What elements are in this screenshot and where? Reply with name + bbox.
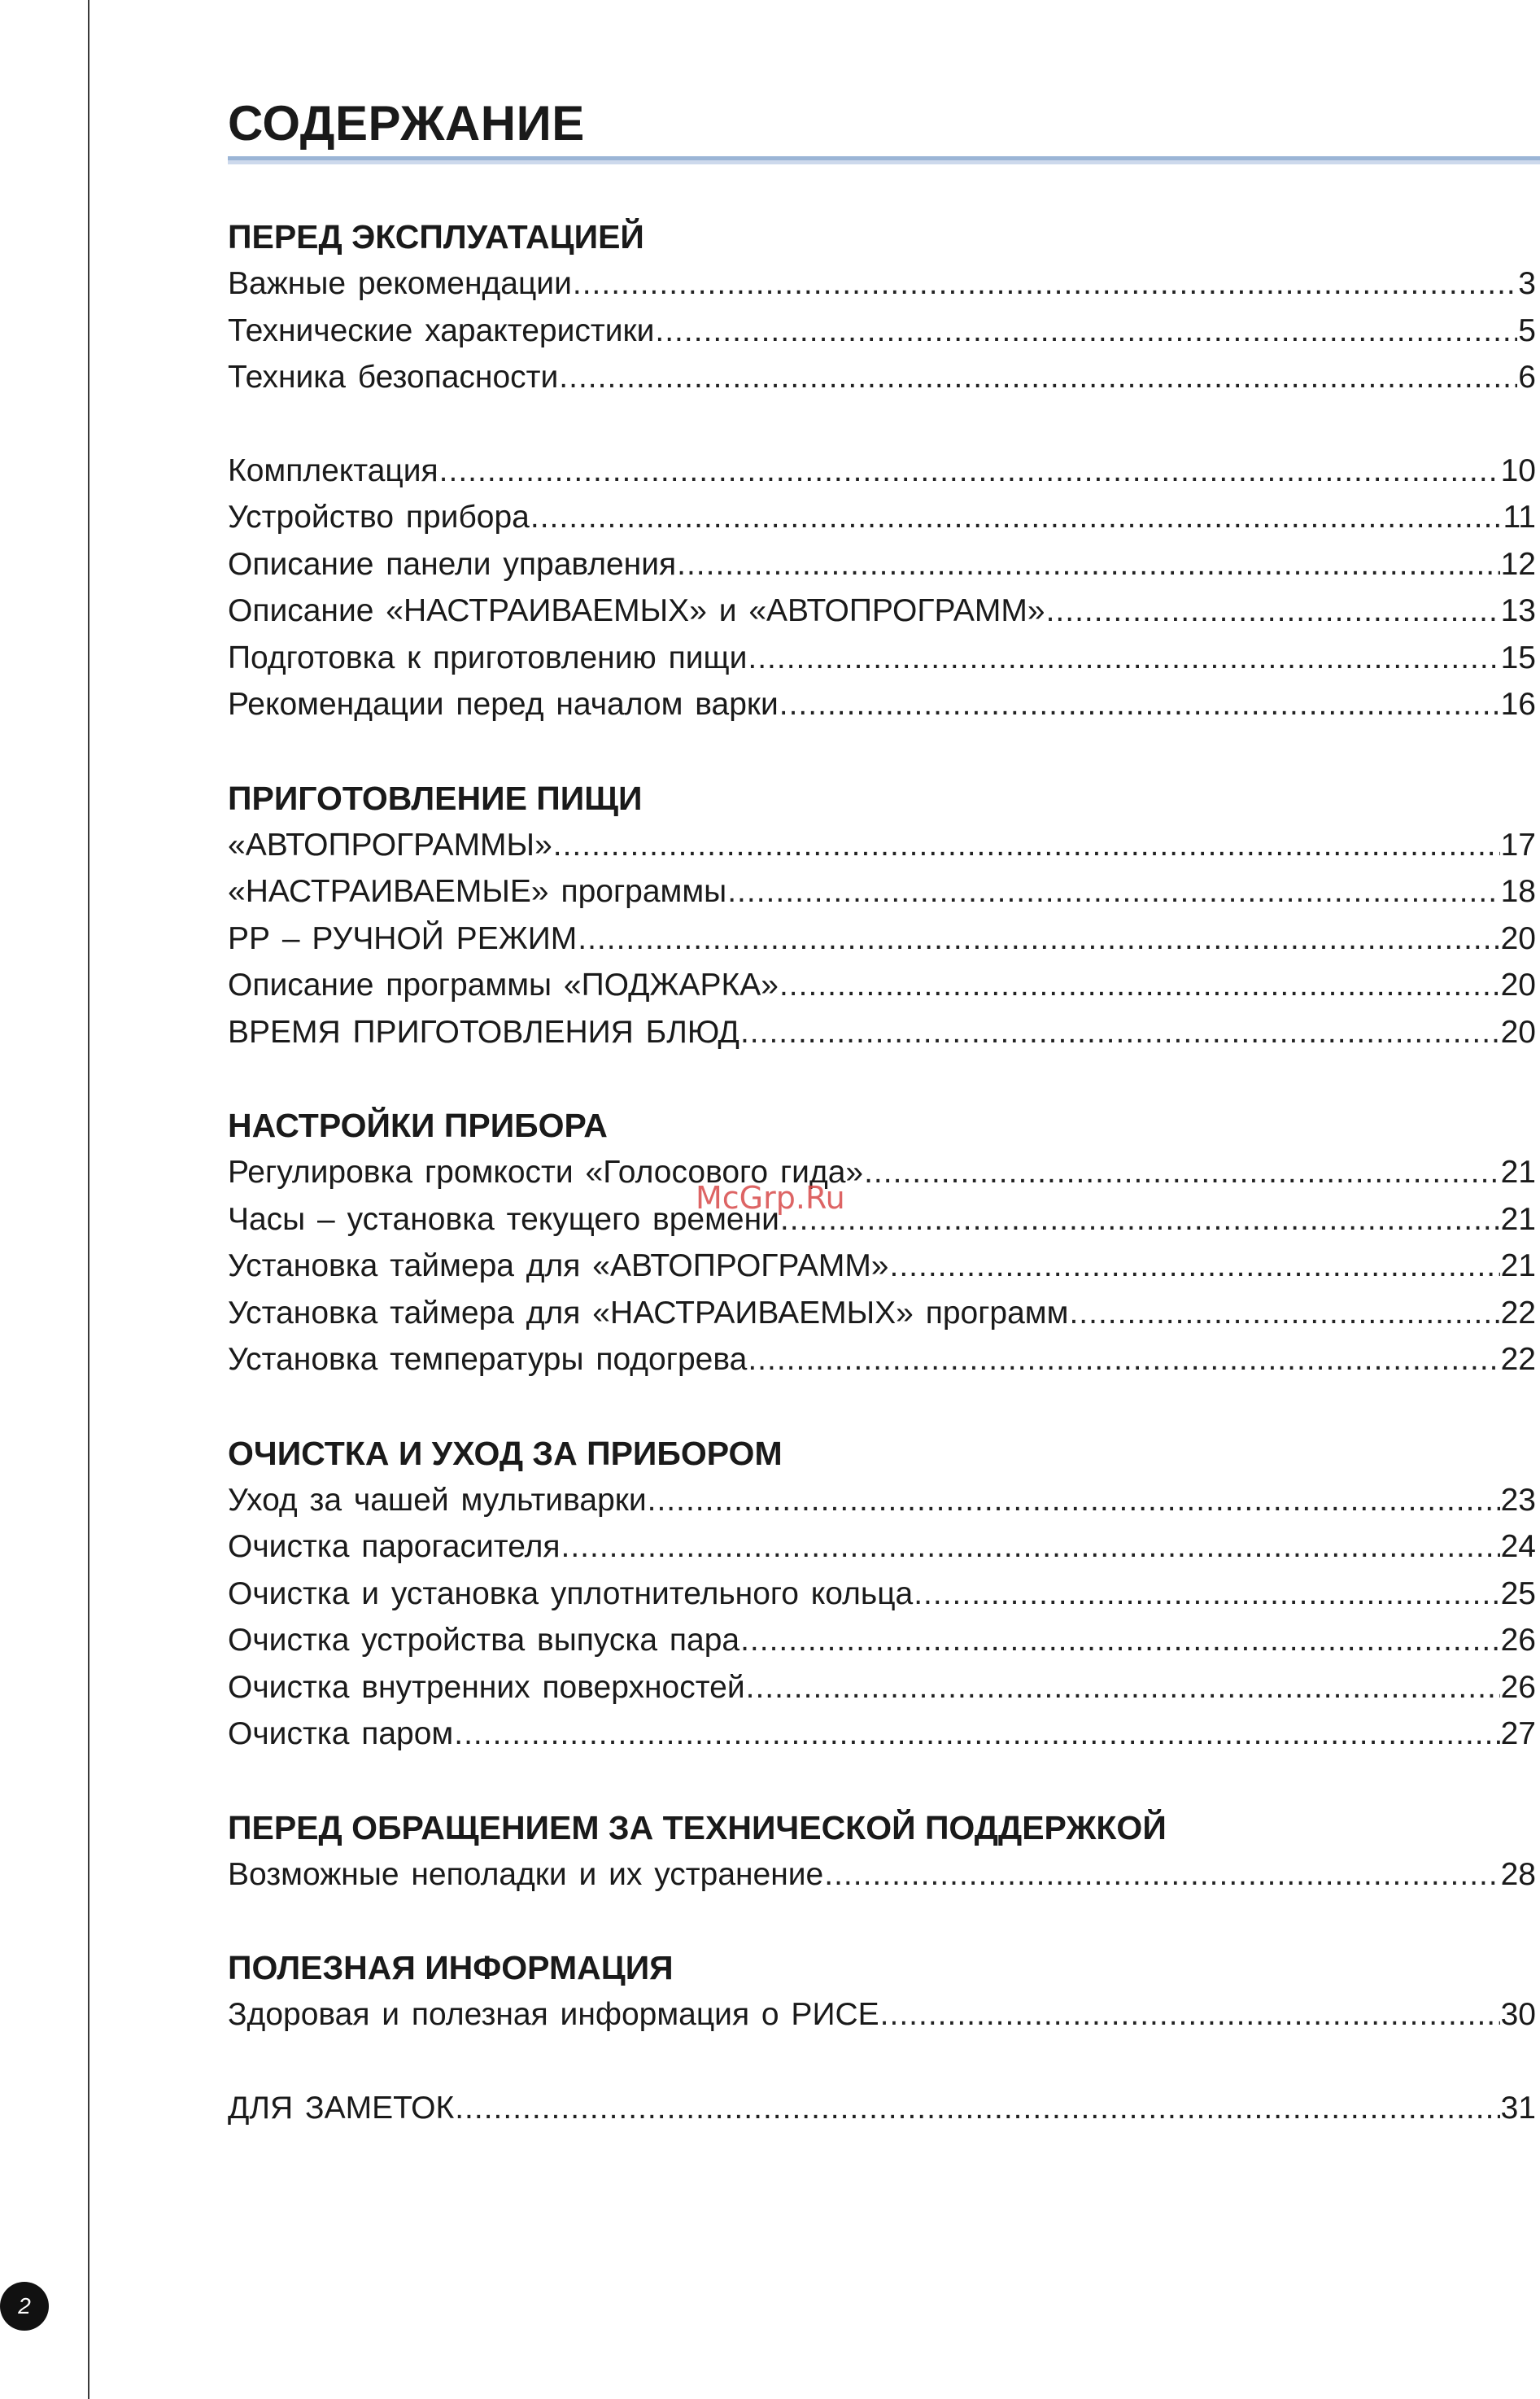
toc-section <box>228 775 1536 1056</box>
dot-leader <box>824 1851 1499 1899</box>
dot-leader <box>880 1991 1500 2038</box>
toc-entry-page: 13 <box>1500 593 1536 628</box>
toc-entry-label: Очистка паром <box>228 1716 454 1751</box>
toc-entry[interactable] <box>228 915 1536 963</box>
toc-entry-label: Описание программы «ПОДЖАРКА» <box>228 968 779 1003</box>
toc-entry-page: 25 <box>1500 1575 1536 1611</box>
section-heading: ПЕРЕД ЭКСПЛУАТАЦИЕЙ <box>228 218 644 256</box>
toc-entry-label: «АВТОПРОГРАММЫ» <box>228 827 552 863</box>
toc-entry-label: Уход за чашей мультиварки <box>228 1482 647 1518</box>
toc-entry-page: 17 <box>1500 827 1536 863</box>
dot-leader <box>648 1477 1500 1524</box>
toc-entry[interactable] <box>228 1477 1536 1524</box>
toc-entry-page: 3 <box>1518 266 1536 301</box>
toc-entry[interactable] <box>228 635 1536 682</box>
toc-entry-label: Описание «НАСТРАИВАЕМЫХ» и «АВТОПРОГРАММ» <box>228 593 1045 628</box>
dot-leader <box>914 1571 1499 1618</box>
toc-section <box>228 1944 1536 2038</box>
toc-entry[interactable] <box>228 1991 1536 2038</box>
section-heading: ПРИГОТОВЛЕНИЕ ПИЩИ <box>228 779 643 817</box>
dot-leader <box>779 962 1500 1009</box>
dot-leader <box>561 1523 1499 1571</box>
toc-entry[interactable] <box>228 2085 1536 2132</box>
toc-entry-label: Важные рекомендации <box>228 266 572 301</box>
toc-entry-label: Возможные неполадки и их устранение <box>228 1856 824 1892</box>
toc-entry-page: 28 <box>1500 1856 1536 1892</box>
toc-entry-page: 26 <box>1500 1669 1536 1705</box>
dot-leader <box>530 494 1503 541</box>
dot-leader <box>677 541 1500 588</box>
dot-leader <box>573 260 1517 308</box>
toc-entry-label: Здоровая и полезная информация о РИСЕ <box>228 1997 879 2032</box>
toc-entry-label: Подготовка к приготовлению пищи <box>228 640 748 675</box>
toc-entry[interactable] <box>228 681 1536 728</box>
toc-entry[interactable] <box>228 962 1536 1009</box>
toc-entry-page: 15 <box>1500 640 1536 675</box>
toc-entry-page: 27 <box>1500 1716 1536 1751</box>
toc-entry-page: 16 <box>1500 687 1536 722</box>
page-margin-line <box>88 0 89 2399</box>
toc-entry-label: Установка таймера для «НАСТРАИВАЕМЫХ» программ <box>228 1295 1069 1331</box>
toc-section <box>228 1102 1536 1383</box>
toc-entry-label: Регулировка громкости «Голосового гида» <box>228 1155 864 1190</box>
toc-entry-label: Очистка внутренних поверхностей <box>228 1669 745 1705</box>
toc-entry-label: Очистка и установка уплотнительного кольца <box>228 1575 914 1611</box>
toc-entry-label: Описание панели управления <box>228 546 677 582</box>
toc-entry[interactable] <box>228 1336 1536 1383</box>
toc-entry-label: Устройство прибора <box>228 500 530 535</box>
dot-leader <box>1046 588 1500 635</box>
toc-entry-page: 20 <box>1500 1014 1536 1050</box>
toc-entry-label: Технические характеристики <box>228 312 655 348</box>
dot-leader <box>455 2085 1499 2132</box>
toc-entry-label: ВРЕМЯ ПРИГОТОВЛЕНИЯ БЛЮД <box>228 1014 739 1050</box>
toc-entry-label: Рекомендации перед началом варки <box>228 687 779 722</box>
watermark: McGrp.Ru <box>696 1180 845 1216</box>
dot-leader <box>780 1196 1500 1243</box>
toc-entry-page: 20 <box>1500 920 1536 956</box>
toc-section <box>228 1804 1536 1899</box>
toc-entry[interactable] <box>228 1571 1536 1618</box>
dot-leader <box>439 448 1500 495</box>
dot-leader <box>740 1009 1500 1056</box>
toc-entry[interactable] <box>228 588 1536 635</box>
toc-entry[interactable] <box>228 308 1536 355</box>
toc-entry[interactable] <box>228 260 1536 308</box>
toc-entry-page: 21 <box>1500 1201 1536 1237</box>
toc-entry[interactable] <box>228 354 1536 401</box>
dot-leader <box>748 1336 1499 1383</box>
toc-entry-page: 11 <box>1503 500 1536 535</box>
toc-entry-page: 31 <box>1500 2090 1536 2126</box>
dot-leader <box>746 1664 1500 1711</box>
toc-section <box>228 1430 1536 1758</box>
section-heading: ПОЛЕЗНАЯ ИНФОРМАЦИЯ <box>228 1949 674 1986</box>
page-title: СОДЕРЖАНИЕ <box>228 96 585 151</box>
toc-entry[interactable] <box>228 1149 1536 1196</box>
toc-entry[interactable] <box>228 1617 1536 1664</box>
toc-entry[interactable] <box>228 822 1536 869</box>
toc-entry-page: 21 <box>1500 1248 1536 1283</box>
toc-entry[interactable] <box>228 1009 1536 1056</box>
toc-entry-label: «НАСТРАИВАЕМЫЕ» программы <box>228 874 727 909</box>
toc-entry[interactable] <box>228 541 1536 588</box>
toc-entry-label: Техника безопасности <box>228 360 559 395</box>
toc-entry-page: 21 <box>1500 1155 1536 1190</box>
dot-leader <box>578 915 1499 963</box>
toc-entry[interactable] <box>228 494 1536 541</box>
dot-leader <box>1069 1290 1499 1337</box>
dot-leader <box>655 308 1517 355</box>
toc-entry-label: Очистка устройства выпуска пара <box>228 1623 740 1658</box>
dot-leader <box>779 681 1500 728</box>
toc-entry-page: 12 <box>1500 546 1536 582</box>
section-heading: НАСТРОЙКИ ПРИБОРА <box>228 1107 608 1144</box>
toc-entry-page: 30 <box>1500 1997 1536 2032</box>
toc-entry-page: 22 <box>1500 1342 1536 1377</box>
dot-leader <box>727 868 1499 915</box>
toc-entry-page: 5 <box>1518 312 1536 348</box>
toc-entry[interactable] <box>228 1243 1536 1290</box>
toc-entry[interactable] <box>228 1664 1536 1711</box>
section-heading: ОЧИСТКА И УХОД ЗА ПРИБОРОМ <box>228 1434 783 1472</box>
dot-leader <box>748 635 1499 682</box>
toc-entry-label: Часы – установка текущего времени <box>228 1201 779 1237</box>
toc-entry-label: Установка таймера для «АВТОПРОГРАММ» <box>228 1248 889 1283</box>
dot-leader <box>559 354 1517 401</box>
toc-entry-label: РР – РУЧНОЙ РЕЖИМ <box>228 920 578 956</box>
toc-entry-page: 24 <box>1500 1529 1536 1564</box>
dot-leader <box>740 1617 1500 1664</box>
toc-entry-page: 6 <box>1518 360 1536 395</box>
toc-section <box>228 448 1536 728</box>
dot-leader <box>890 1243 1500 1290</box>
table-of-contents <box>228 213 1536 2178</box>
toc-entry-page: 10 <box>1500 452 1536 488</box>
toc-entry-label: Установка температуры подогрева <box>228 1342 748 1377</box>
toc-entry-page: 18 <box>1500 874 1536 909</box>
toc-entry-label: Комплектация <box>228 452 438 488</box>
toc-section <box>228 2085 1536 2132</box>
toc-entry[interactable] <box>228 1851 1536 1899</box>
toc-entry[interactable] <box>228 1711 1536 1758</box>
toc-entry-page: 22 <box>1500 1295 1536 1331</box>
toc-section <box>228 213 1536 401</box>
toc-entry-page: 20 <box>1500 968 1536 1003</box>
toc-entry-label: Очистка парогасителя <box>228 1529 561 1564</box>
toc-entry[interactable] <box>228 448 1536 495</box>
title-underline <box>228 156 1540 164</box>
dot-leader <box>553 822 1500 869</box>
toc-entry-label: ДЛЯ ЗАМЕТОК <box>228 2090 455 2126</box>
section-heading: ПЕРЕД ОБРАЩЕНИЕМ ЗА ТЕХНИЧЕСКОЙ ПОДДЕРЖКОЙ <box>228 1808 1167 1846</box>
toc-entry[interactable] <box>228 1196 1536 1243</box>
toc-entry[interactable] <box>228 1290 1536 1337</box>
toc-entry[interactable] <box>228 868 1536 915</box>
toc-entry[interactable] <box>228 1523 1536 1571</box>
toc-entry-page: 23 <box>1500 1482 1536 1518</box>
page-number-badge: 2 <box>0 2282 49 2331</box>
toc-entry-page: 26 <box>1500 1623 1536 1658</box>
dot-leader <box>454 1711 1499 1758</box>
dot-leader <box>864 1149 1500 1196</box>
